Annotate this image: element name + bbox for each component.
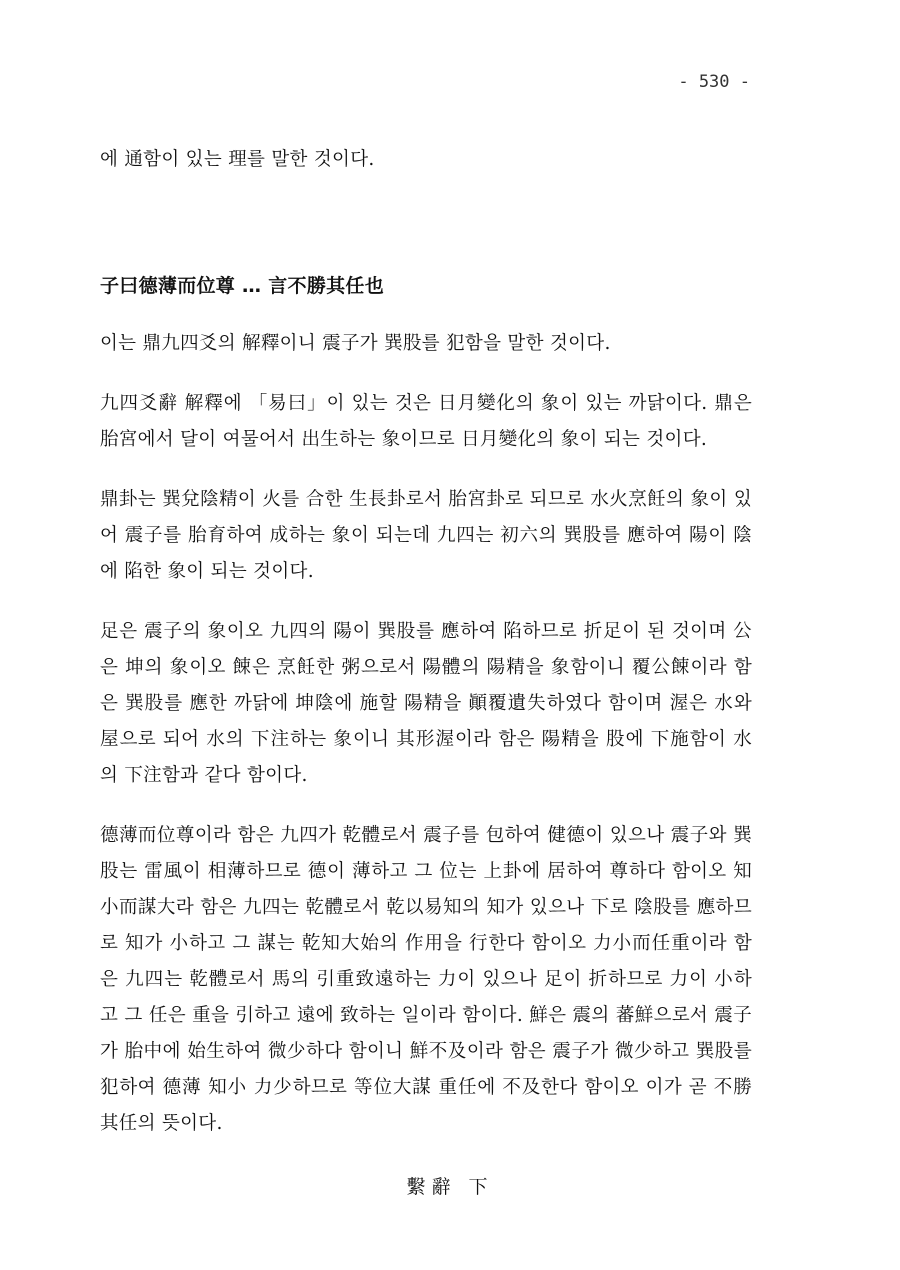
paragraph-3: 鼎卦는 巽兌陰精이 火를 合한 生長卦로서 胎宮卦로 되므로 水火烹飪의 象이 있어 震子를 胎育하여 成하는 象이 되는데 九四는 初六의 巽股를 應하여 陽이 陰에 陷한 象이 되는 것이다. [100,489,752,582]
paragraph-5: 德薄而位尊이라 함은 九四가 乾體로서 震子를 包하여 健德이 있으나 震子와 巽股는 雷風이 相薄하므로 德이 薄하고 그 位는 上卦에 居하여 尊하다 함이오 知小而謀大라 함은 九四는 乾體로서 乾以易知의 知가 있으나 下로 陰股를 應하므로 知가 小하고 그 謀는 乾知大始의 作用을 行한다 함이오 力小而任重이라 함은 九四는 乾體로서 馬의 引重致遠하는 力이 있으나 足이 折하므로 力이 小하고 그 任은 重을 引하고 遠에 致하는 일이라 함이다. 鮮은 震의 蕃鮮으로서 震子가 胎中에 始生하여 微少하다 함이니 鮮不及이라 함은 震子가 微少하고 巽股를 犯하여 德薄 知小 力少하므로 等位大謀 重任에 不及한다 함이오 이가 곧 不勝其任의 뜻이다. [100,825,752,1134]
section-heading: 子曰德薄而位尊 … 言不勝其任也 [100,275,385,297]
page-number: - 530 - [678,72,750,92]
paragraph-4: 足은 震子의 象이오 九四의 陽이 巽股를 應하여 陷하므로 折足이 된 것이며 公은 坤의 象이오 餗은 烹飪한 粥으로서 陽體의 陽精을 象함이니 覆公餗이라 함은 巽股를 應한 까닭에 坤陰에 施할 陽精을 顚覆遺失하였다 함이며 渥은 水와 屋으로 되어 水의 下注하는 象이니 其形渥이라 함은 陽精을 股에 下施함이 水의 下注함과 같다 함이다. [100,621,752,786]
paragraph-1: 이는 鼎九四爻의 解釋이니 震子가 巽股를 犯함을 말한 것이다. [100,333,611,354]
running-footer: 繫辭 下 [406,1176,494,1198]
continuation-paragraph: 에 通함이 있는 理를 말한 것이다. [100,149,375,170]
paragraph-2: 九四爻辭 解釋에 「易曰」이 있는 것은 日月變化의 象이 있는 까닭이다. 鼎은 胎宮에서 달이 여물어서 出生하는 象이므로 日月變化의 象이 되는 것이다. [100,393,752,450]
body-text [100,142,752,1166]
